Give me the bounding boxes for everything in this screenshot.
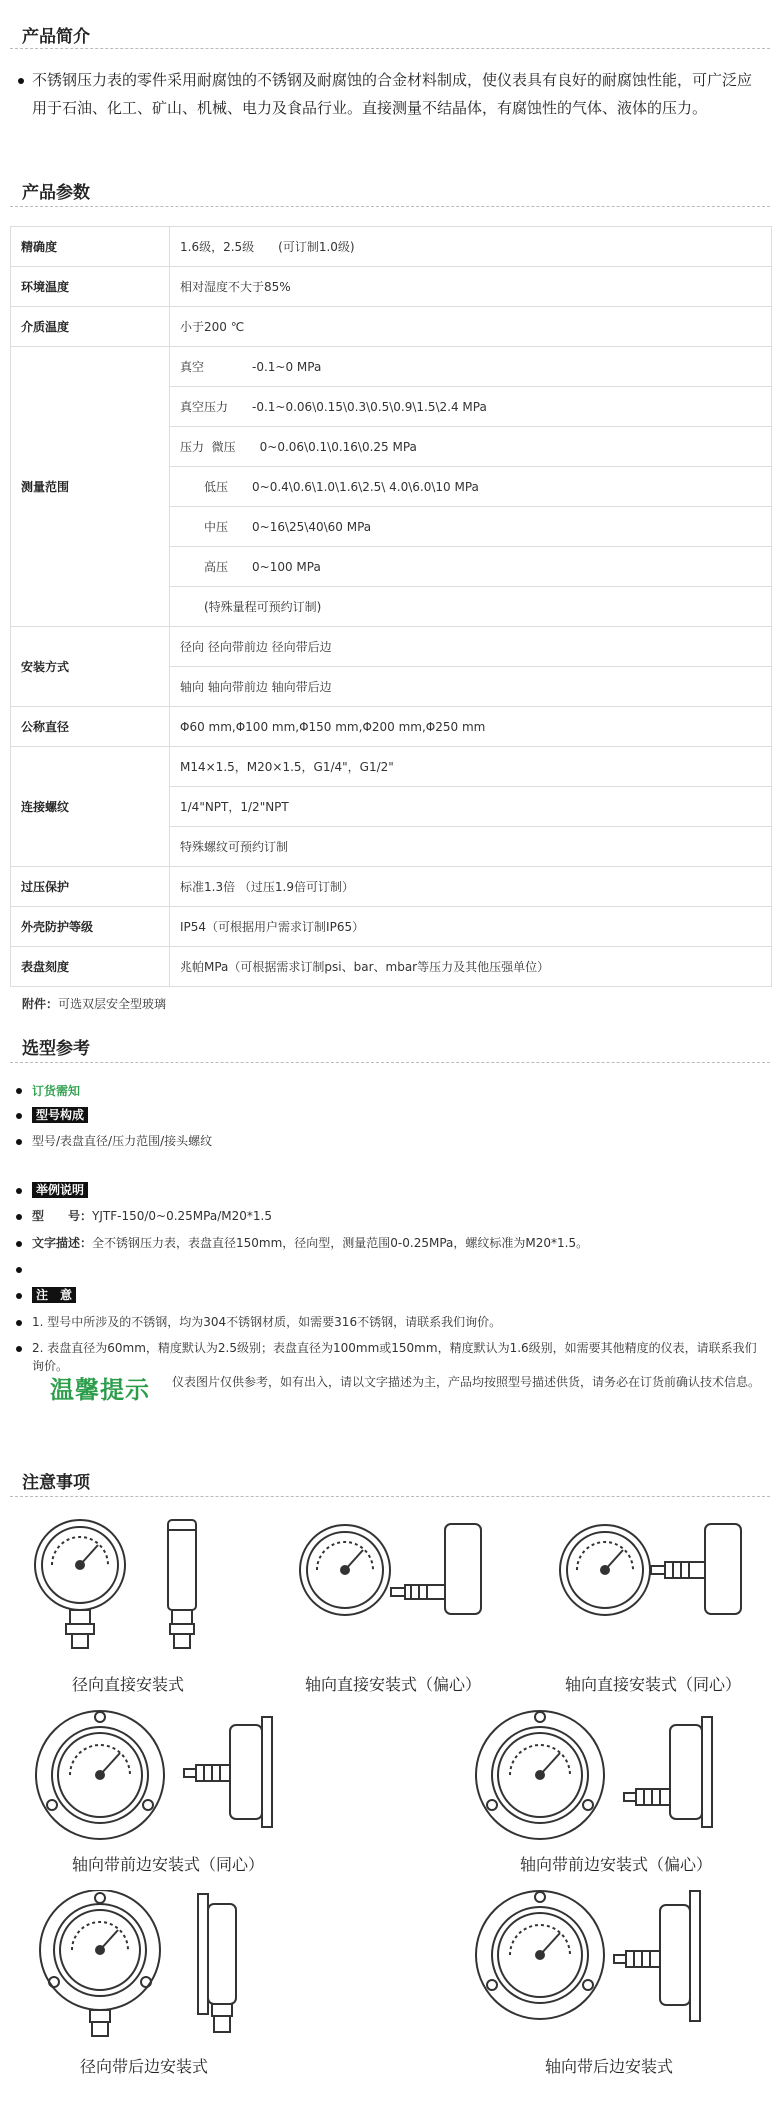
- divider: [10, 1496, 770, 1497]
- param-key: 安装方式: [11, 627, 170, 707]
- intro-title: 产品简介: [22, 27, 90, 47]
- intro-text: 不锈钢压力表的零件采用耐腐蚀的不锈钢及耐腐蚀的合金材料制成，使仪表具有良好的耐腐蚀性能，可广泛应用于石油、化工、矿山、机械、电力及食品行业。直接测量不结晶体，有腐蚀性的气体、液体的压力。: [32, 71, 753, 117]
- table-row: [11, 947, 772, 987]
- axial-direct-eccentric-gauge-diagram: [295, 1510, 495, 1660]
- tip-text: 仪表图片仅供参考，如有出入，请以文字描述为主，产品均按照型号描述供货，请务必在订货前确认技术信息。: [172, 1375, 761, 1389]
- param-value: 1/4"NPT，1/2"NPT: [170, 787, 772, 827]
- param-key: 连接螺纹: [11, 747, 170, 867]
- param-value: 真空 -0.1~0 MPa: [170, 347, 772, 387]
- tip-title: 温馨提示: [50, 1376, 150, 1404]
- attachment-label: 附件：: [22, 997, 59, 1011]
- notes-title: 注意事项: [22, 1473, 90, 1493]
- param-value: M14×1.5，M20×1.5，G1/4"，G1/2": [170, 747, 772, 787]
- bullet-icon: [16, 1267, 22, 1273]
- bullet-icon: [16, 1346, 22, 1352]
- params-title: 产品参数: [22, 183, 90, 203]
- bullet-icon: [16, 1241, 22, 1247]
- caption-axial-front-flange-eccentric: 轴向带前边安装式（偏心）: [520, 1855, 713, 1874]
- table-row: [11, 867, 772, 907]
- param-value: 兆帕MPa（可根据需求订制psi、bar、mbar等压力及其他压强单位）: [170, 947, 772, 987]
- axial-front-flange-concentric-gauge-diagram: [30, 1705, 300, 1845]
- param-key: 介质温度: [11, 307, 170, 347]
- model-tag: 型号构成: [32, 1106, 88, 1123]
- attachment-text: 可选双层安全型玻璃: [58, 997, 167, 1011]
- bullet-icon: [16, 1113, 22, 1119]
- param-key: 公称直径: [11, 707, 170, 747]
- param-value: 特殊螺纹可预约订制: [170, 827, 772, 867]
- param-value: 中压 0~16\25\40\60 MPa: [170, 507, 772, 547]
- table-row: [11, 267, 772, 307]
- param-value: 径向 径向带前边 径向带后边: [170, 627, 772, 667]
- param-key: 环境温度: [11, 267, 170, 307]
- table-row: [11, 347, 772, 387]
- param-value: Φ60 mm,Φ100 mm,Φ150 mm,Φ200 mm,Φ250 mm: [170, 707, 772, 747]
- model-structure: 型号/表盘直径/压力范围/接头螺纹: [32, 1134, 213, 1148]
- note-1: 1. 型号中所涉及的不锈钢，均为304不锈钢材质，如需要316不锈钢，请联系我们询价。: [32, 1315, 502, 1329]
- table-row: [11, 307, 772, 347]
- note-2: 2. 表盘直径为60mm，精度默认为2.5级别；表盘直径为100mm或150mm，精度默认为1.6级别，如需要其他精度的仪表，请联系我们询价。: [32, 1341, 757, 1373]
- axial-direct-concentric-gauge-diagram: [555, 1510, 755, 1660]
- example-tag: 举例说明: [32, 1181, 88, 1198]
- selection-title: 选型参考: [22, 1039, 90, 1059]
- table-row: [11, 227, 772, 267]
- param-key: 外壳防护等级: [11, 907, 170, 947]
- description-example: 文字描述：全不锈钢压力表，表盘直径150mm，径向型，测量范围0-0.25MPa，螺纹标准为M20*1.5。: [32, 1236, 589, 1250]
- caption-radial-direct: 径向直接安装式: [72, 1675, 185, 1694]
- caption-axial-rear-flange: 轴向带后边安装式: [545, 2057, 674, 2076]
- divider: [10, 1062, 770, 1063]
- param-value: 低压 0~0.4\0.6\1.0\1.6\2.5\ 4.0\6.0\10 MPa: [170, 467, 772, 507]
- param-value: 相对湿度不大于85%: [170, 267, 772, 307]
- param-value: IP54（可根据用户需求订制IP65）: [170, 907, 772, 947]
- bullet-icon: [16, 1214, 22, 1220]
- param-value: 压力 微压 0~0.06\0.1\0.16\0.25 MPa: [170, 427, 772, 467]
- divider: [10, 206, 770, 207]
- radial-rear-flange-gauge-diagram: [30, 1890, 260, 2040]
- bullet-icon: [16, 1139, 22, 1145]
- model-example: 型 号：YJTF-150/0~0.25MPa/M20*1.5: [32, 1209, 272, 1223]
- table-row: [11, 747, 772, 787]
- param-key: 精确度: [11, 227, 170, 267]
- divider: [10, 48, 770, 49]
- param-value: 高压 0~100 MPa: [170, 547, 772, 587]
- param-value: (特殊量程可预约订制): [170, 587, 772, 627]
- bullet-icon: [16, 1088, 22, 1094]
- caption-axial-direct-concentric: 轴向直接安装式（同心）: [565, 1675, 742, 1694]
- order-notice: 订货需知: [32, 1084, 81, 1098]
- bullet-icon: [16, 1293, 22, 1299]
- caption-radial-rear-flange: 径向带后边安装式: [80, 2057, 209, 2076]
- param-value: 真空压力 -0.1~0.06\0.15\0.3\0.5\0.9\1.5\2.4 MPa: [170, 387, 772, 427]
- bullet-icon: [16, 1320, 22, 1326]
- param-value: 标准1.3倍 （过压1.9倍可订制）: [170, 867, 772, 907]
- param-key: 测量范围: [11, 347, 170, 627]
- caption-axial-front-flange-concentric: 轴向带前边安装式（同心）: [72, 1855, 265, 1874]
- table-row: [11, 627, 772, 667]
- param-value: 1.6级，2.5级 (可订制1.0级): [170, 227, 772, 267]
- table-row: [11, 707, 772, 747]
- param-value: 小于200 ℃: [170, 307, 772, 347]
- param-key: 过压保护: [11, 867, 170, 907]
- param-value: 轴向 轴向带前边 轴向带后边: [170, 667, 772, 707]
- param-key: 表盘刻度: [11, 947, 170, 987]
- bullet-icon: [16, 1188, 22, 1194]
- radial-direct-gauge-diagram: [30, 1510, 220, 1660]
- caption-axial-direct-eccentric: 轴向直接安装式（偏心）: [305, 1675, 482, 1694]
- note-tag: 注 意: [32, 1286, 76, 1303]
- bullet-icon: [18, 78, 24, 84]
- axial-rear-flange-gauge-diagram: [470, 1885, 730, 2035]
- axial-front-flange-eccentric-gauge-diagram: [470, 1705, 740, 1845]
- table-row: [11, 907, 772, 947]
- params-table: [10, 226, 772, 987]
- attachment-note: [22, 995, 166, 1012]
